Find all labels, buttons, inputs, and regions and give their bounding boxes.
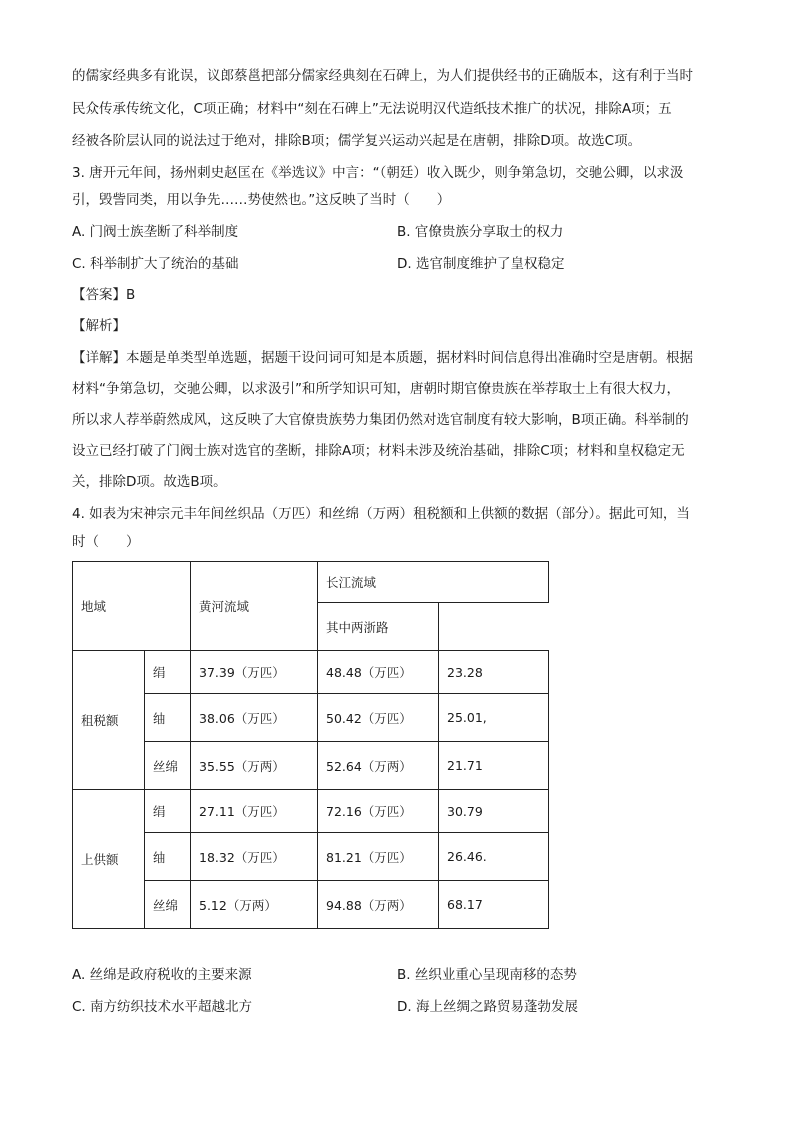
header-huanghe: 黄河流域 bbox=[191, 562, 318, 651]
header-liangzhe: 其中两浙路 bbox=[318, 603, 439, 651]
liangzhe-cell: 30.79 bbox=[439, 790, 549, 833]
huanghe-cell: 18.32（万匹） bbox=[191, 833, 318, 881]
q3-answer: 【答案】B bbox=[72, 287, 136, 303]
q3-detail-line-4: 设立已经打破了门阀士族对选官的垄断，排除A项；材料未涉及统治基础，排除C项；材料和皇权稳定无 bbox=[72, 443, 685, 459]
changjiang-cell: 52.64（万两） bbox=[318, 742, 439, 790]
changjiang-cell: 48.48（万匹） bbox=[318, 651, 439, 694]
q4-option-b: B. 丝织业重心呈现南移的态势 bbox=[397, 967, 577, 983]
liangzhe-cell: 26.46. bbox=[439, 833, 549, 881]
q3-option-d: D. 选官制度维护了皇权稳定 bbox=[397, 256, 565, 272]
item-cell: 䌷 bbox=[145, 833, 191, 881]
q3-option-a: A. 门阀士族垄断了科举制度 bbox=[72, 224, 239, 240]
q4-option-c: C. 南方纺织技术水平超越北方 bbox=[72, 999, 253, 1015]
intro-line-1: 的儒家经典多有讹误，议郎蔡邕把部分儒家经典刻在石碑上，为人们提供经书的正确版本，这有利于当时 bbox=[72, 68, 693, 84]
huanghe-cell: 35.55（万两） bbox=[191, 742, 318, 790]
group-label-tax: 租税额 bbox=[73, 651, 145, 790]
changjiang-cell: 81.21（万匹） bbox=[318, 833, 439, 881]
table-row bbox=[73, 651, 549, 694]
header-region: 地域 bbox=[73, 562, 191, 651]
liangzhe-cell: 25.01, bbox=[439, 694, 549, 742]
q3-stem-line-2: 引，毁訾同类，用以争先……势使然也。”这反映了当时（ ） bbox=[72, 192, 451, 208]
header-changjiang: 长江流域 bbox=[318, 562, 549, 603]
q4-option-a: A. 丝绵是政府税收的主要来源 bbox=[72, 967, 252, 983]
liangzhe-cell: 23.28 bbox=[439, 651, 549, 694]
table-row bbox=[73, 694, 549, 742]
item-cell: 䌷 bbox=[145, 694, 191, 742]
q3-stem-line-1: 3. 唐开元年间，扬州刺史赵匡在《举选议》中言：“（朝廷）收入既少，则争第急切，交驰公卿，以求汲 bbox=[72, 165, 684, 181]
q4-stem-line-2: 时（ ） bbox=[72, 534, 140, 550]
intro-line-3: 经被各阶层认同的说法过于绝对，排除B项；儒学复兴运动兴起是在唐朝，排除D项。故选C项。 bbox=[72, 133, 642, 149]
q3-option-b: B. 官僚贵族分享取士的权力 bbox=[397, 224, 564, 240]
table-row bbox=[73, 881, 549, 929]
huanghe-cell: 27.11（万匹） bbox=[191, 790, 318, 833]
item-cell: 丝绵 bbox=[145, 742, 191, 790]
huanghe-cell: 38.06（万匹） bbox=[191, 694, 318, 742]
item-cell: 丝绵 bbox=[145, 881, 191, 929]
changjiang-cell: 94.88（万两） bbox=[318, 881, 439, 929]
q3-detail-line-2: 材料“争第急切，交驰公卿，以求汲引”和所学知识可知，唐朝时期官僚贵族在举荐取士上有很大权力， bbox=[72, 381, 680, 397]
item-cell: 绢 bbox=[145, 790, 191, 833]
silk-tax-table bbox=[72, 561, 549, 929]
q3-detail-line-3: 所以求人荐举蔚然成风，这反映了大官僚贵族势力集团仍然对选官制度有较大影响，B项正确。科举制的 bbox=[72, 412, 689, 428]
q4-option-d: D. 海上丝绸之路贸易蓬勃发展 bbox=[397, 999, 578, 1015]
changjiang-cell: 50.42（万匹） bbox=[318, 694, 439, 742]
changjiang-cell: 72.16（万匹） bbox=[318, 790, 439, 833]
item-cell: 绢 bbox=[145, 651, 191, 694]
table-row bbox=[73, 742, 549, 790]
q3-analysis-label: 【解析】 bbox=[72, 318, 126, 334]
q4-stem-line-1: 4. 如表为宋神宗元丰年间丝织品（万匹）和丝绵（万两）租税额和上供额的数据（部分）。据此可知，当 bbox=[72, 506, 690, 522]
q3-detail-line-5: 关，排除D项。故选B项。 bbox=[72, 474, 227, 490]
liangzhe-cell: 21.71 bbox=[439, 742, 549, 790]
q3-option-c: C. 科举制扩大了统治的基础 bbox=[72, 256, 239, 272]
table-row bbox=[73, 833, 549, 881]
q3-detail-line-1: 【详解】本题是单类型单选题，据题干设问词可知是本质题，据材料时间信息得出准确时空是唐朝。根据 bbox=[72, 350, 693, 366]
group-label-tribute: 上供额 bbox=[73, 790, 145, 929]
huanghe-cell: 5.12（万两） bbox=[191, 881, 318, 929]
intro-line-2: 民众传承传统文化，C项正确；材料中“刻在石碑上”无法说明汉代造纸技术推广的状况，排除A项；五 bbox=[72, 101, 672, 117]
table-row bbox=[73, 790, 549, 833]
liangzhe-cell: 68.17 bbox=[439, 881, 549, 929]
huanghe-cell: 37.39（万匹） bbox=[191, 651, 318, 694]
